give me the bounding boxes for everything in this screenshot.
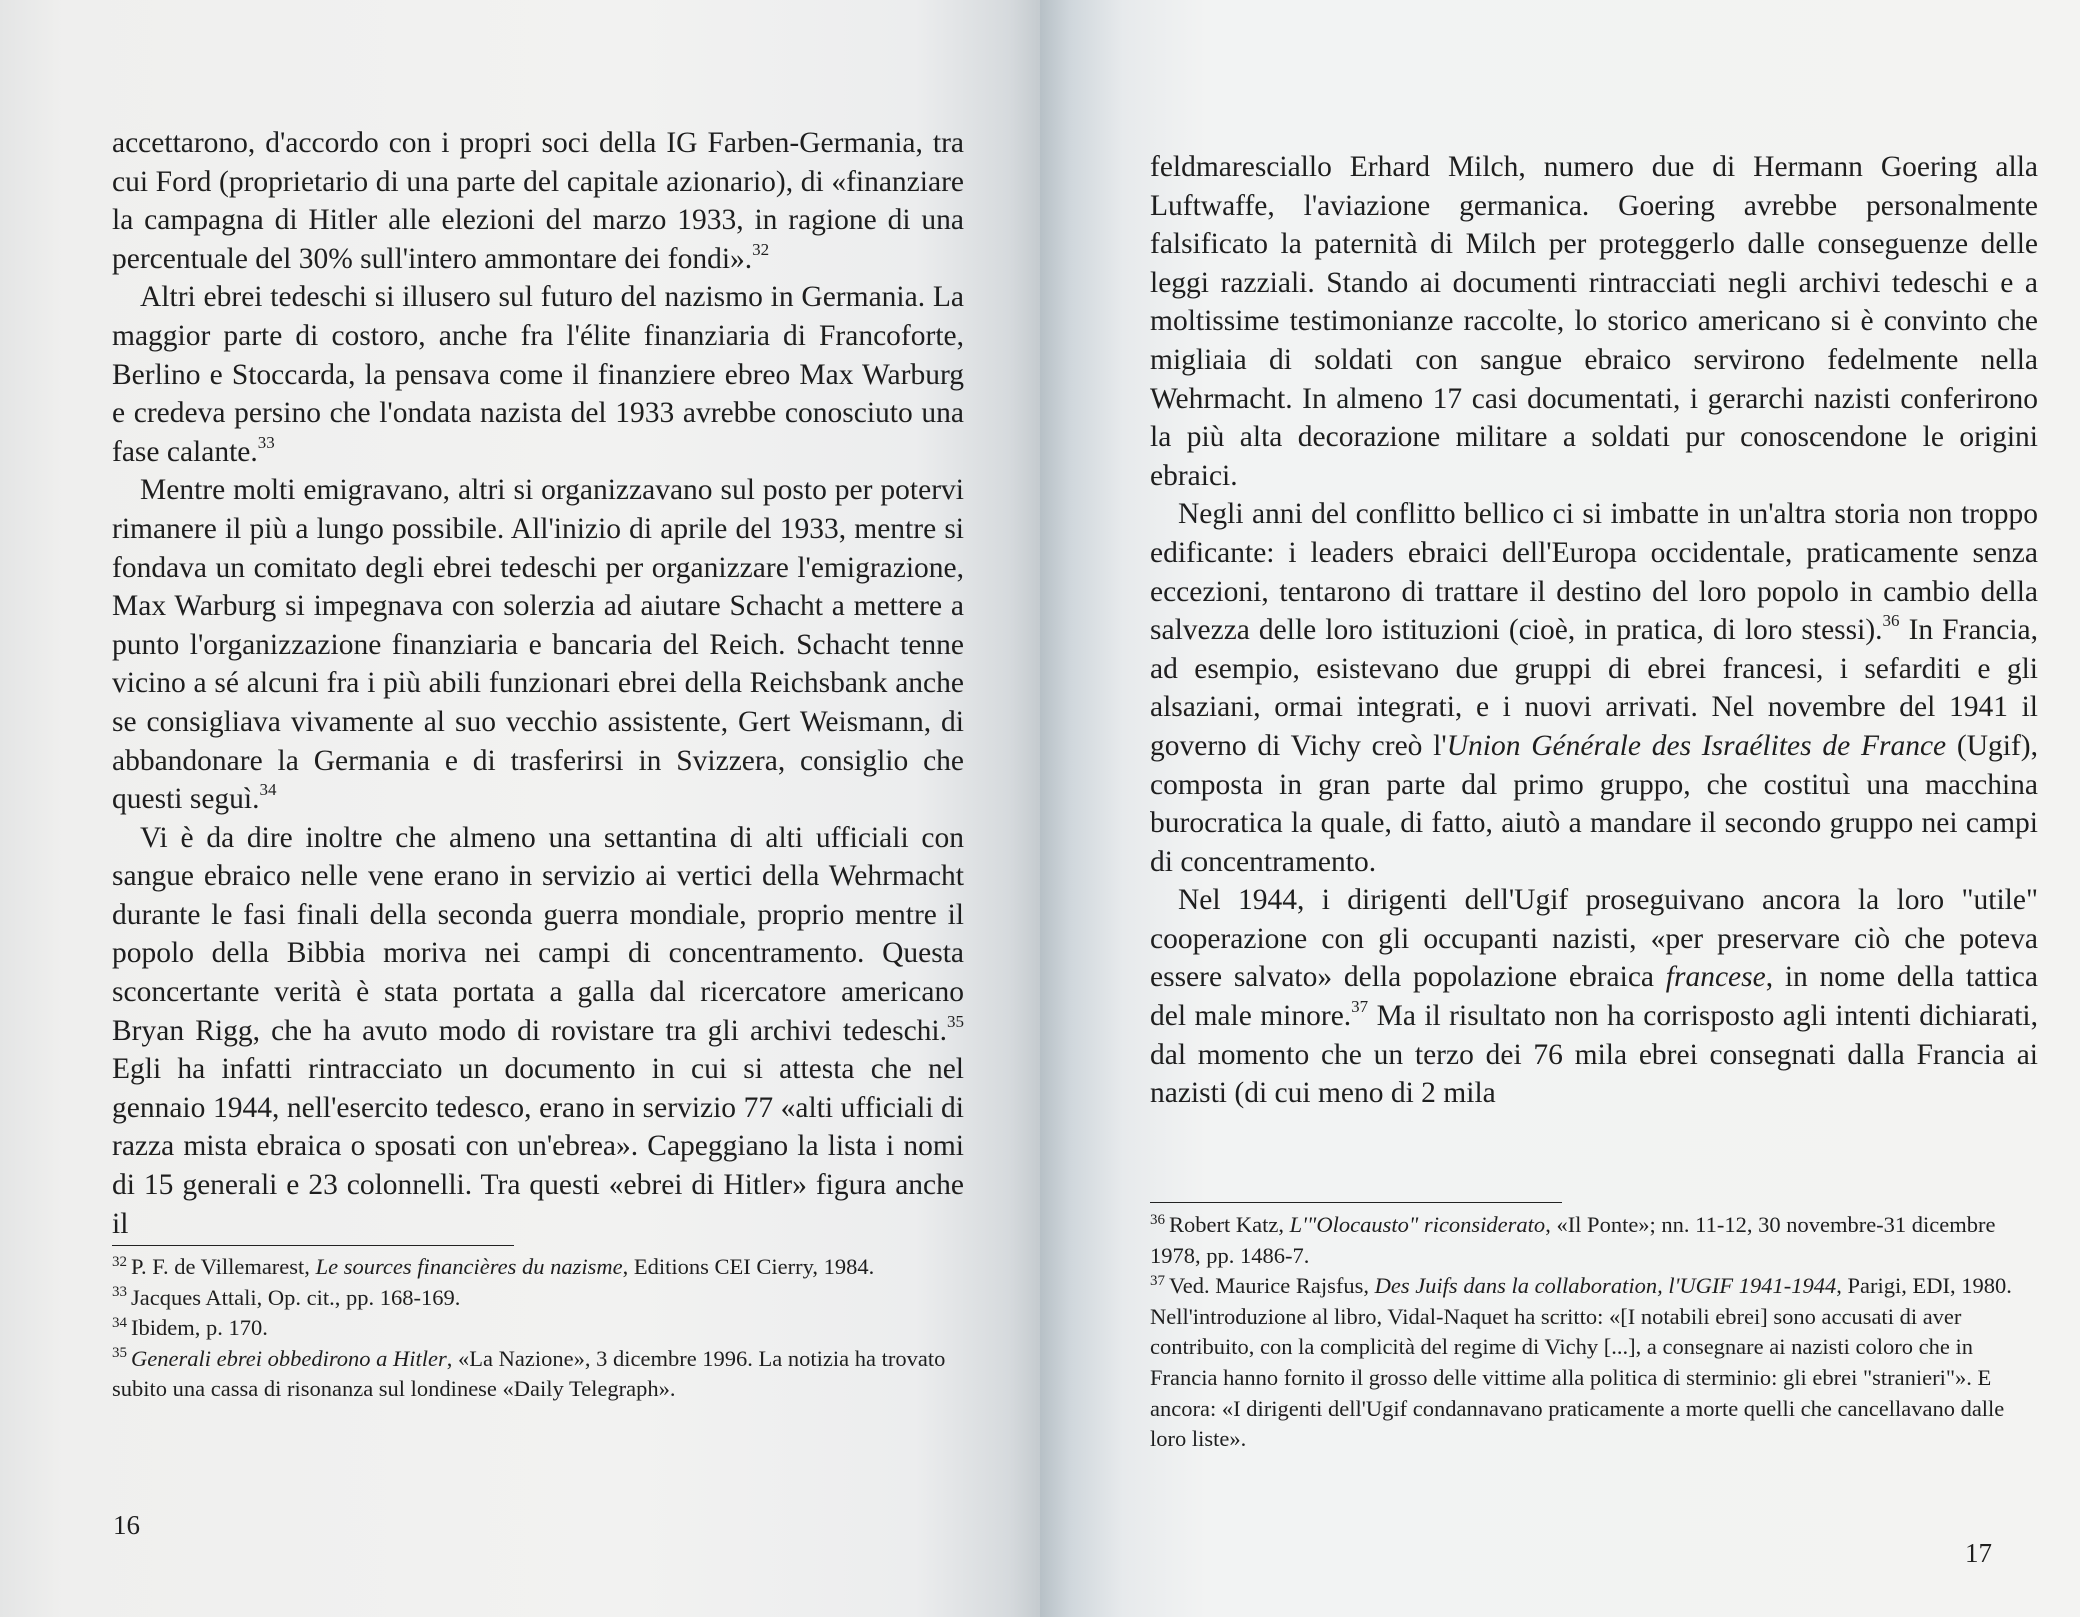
text-run: Egli ha infatti rintracciato un documento in cui si attesta che nel gennaio 1944, nell'esercito tedesco, erano in servizio 77 «alti ufficiali di razza mista ebraica o sposati con un'ebrea». Capeggiano la lista i nomi di 15 generali e 23 colonnelli. Tra questi «ebrei di Hitler» figura anche il (112, 1053, 964, 1240)
paragraph (112, 471, 964, 818)
text-run: (Ugif), composta in gran parte dal primo gruppo, che costituì una macchina burocratica la quale, di fatto, aiutò a mandare il secondo gruppo nei campi di concentramento. (1150, 729, 2038, 878)
footnote-number: 35 (112, 1345, 127, 1362)
left-footnote-rule (112, 1245, 514, 1246)
text-run: Nel 1944, i dirigenti dell'Ugif proseguivano ancora la loro "utile" cooperazione con gli occupanti nazisti, «per preservare ciò che poteva essere salvato» della popolazione ebraica (1150, 884, 2038, 994)
footnote-number: 36 (1150, 1211, 1165, 1228)
left-page-number: 16 (113, 1510, 140, 1540)
text-run: , «La Nazione», 3 dicembre 1996. La notizia ha trovato subito una cassa di risonanza sul londinese «Daily Telegraph». (112, 1345, 946, 1402)
paragraph (1150, 148, 2038, 495)
text-run: Negli anni del conflitto bellico ci si imbatte in un'altra storia non troppo edificante: i leaders ebraici dell'Europa occidentale, praticamente senza eccezioni, tentarono di trattare il destino del loro popolo in cambio della salvezza delle loro istituzioni (cioè, in pratica, di loro stessi). (1150, 498, 2038, 647)
paragraph (112, 124, 964, 278)
italic-title: L'"Olocausto" riconsiderato (1289, 1212, 1546, 1237)
footnote-number: 32 (112, 1253, 127, 1270)
footnote-reference: 34 (259, 780, 277, 800)
footnote-number: 34 (112, 1314, 127, 1331)
text-run: Ibidem, p. 170. (131, 1315, 268, 1341)
paragraph (1150, 495, 2038, 881)
text-run: feldmaresciallo Erhard Milch, numero due di Hermann Goering alla Luftwaffe, l'aviazione germanica. Goering avrebbe personalmente falsificato la paternità di Milch per proteggerlo dalle conseguenze delle leggi razziali. Stando ai documenti rintracciati negli archivi tedeschi e a moltissime testimonianze raccolte, lo storico americano si è convinto che migliaia di soldati con sangue ebraico servirono fedelmente nella Wehrmacht. In almeno 17 casi documentati, i gerarchi nazisti conferirono la più alta decorazione militare a soldati pur conoscendone le origini ebraici. (1150, 151, 2038, 492)
footnote-reference: 35 (947, 1011, 964, 1031)
footnote (112, 1344, 964, 1405)
footnote-reference: 32 (752, 239, 770, 259)
text-run: Jacques Attali, Op. cit., pp. 168-169. (131, 1284, 461, 1310)
text-run: , Editions CEI Cierry, 1984. (622, 1254, 875, 1279)
text-run: , Parigi, EDI, 1980. Nell'introduzione al libro, Vidal-Naquet ha scritto: «[I notabili ebrei] sono accusati di aver contribuito, con la complicità del regime di Vichy [...], a consegnare ai nazisti coloro che in Francia hanno fornito il grosso delle vittime alla politica di sterminio: gli ebrei "stranieri"». E ancora: «I dirigenti dell'Ugif condannavano praticamente a morte quelli che cancellavano dalle loro liste». (1150, 1273, 2012, 1452)
footnote-reference: 36 (1882, 611, 1900, 631)
right-page-body (1150, 148, 2038, 1113)
left-footnotes (112, 1252, 964, 1405)
footnote (112, 1313, 964, 1344)
footnote (1150, 1210, 2038, 1271)
italic-title: Des Juifs dans la collaboration, l'UGIF 1941-1944 (1374, 1273, 1837, 1299)
text-run: accettarono, d'accordo con i propri soci della IG Farben-Germania, tra cui Ford (proprietario di una parte del capitale azionario), di «finanziare la campagna di Hitler alle elezioni del marzo 1933, in ragione di una percentuale del 30% sull'intero ammontare dei fondi». (112, 127, 964, 275)
left-page-body (112, 124, 964, 1243)
text-run: Ma il risultato non ha corrisposto agli intenti dichiarati, dal momento che un terzo dei 76 mila ebrei consegnati dalla Francia ai nazisti (di cui meno di 2 mila (1150, 1000, 2038, 1110)
right-footnote-rule (1150, 1202, 1562, 1203)
footnote (112, 1252, 964, 1283)
italic-title: francese (1665, 961, 1766, 994)
italic-title: Generali ebrei obbedirono a Hitler (131, 1345, 447, 1371)
text-run: In Francia, ad esempio, esistevano due gruppi di ebrei francesi, i sefarditi e gli alsaziani, ormai integrati, e i nuovi arrivati. Nel novembre del 1941 il governo di Vichy creò l' (1150, 614, 2039, 762)
footnote-number: 37 (1150, 1272, 1165, 1289)
italic-title: Union Générale des Israélites de France (1446, 729, 1947, 762)
footnote-reference: 33 (257, 432, 275, 452)
right-footnotes (1150, 1210, 2038, 1455)
paragraph (112, 278, 964, 471)
text-run: , in nome della tattica del male minore. (1150, 961, 2038, 1033)
footnote-number: 33 (112, 1284, 127, 1301)
paragraph (1150, 881, 2038, 1113)
text-run: Vi è da dire inoltre che almeno una settantina di alti ufficiali con sangue ebraico nelle vene erano in servizio ai vertici della Wehrmacht durante le fasi finali della seconda guerra mondiale, proprio mentre il popolo della Bibbia moriva nei campi di concentramento. Questa sconcertante verità è stata portata a galla dal ricercatore americano Bryan Rigg, che ha avuto modo di rovistare tra gli archivi tedeschi. (112, 821, 964, 1047)
footnote (1150, 1271, 2038, 1455)
text-run: , «Il Ponte»; nn. 11-12, 30 novembre-31 dicembre 1978, pp. 1486-7. (1150, 1212, 1996, 1268)
text-run: Altri ebrei tedeschi si illusero sul futuro del nazismo in Germania. La maggior parte di costoro, anche fra l'élite finanziaria di Francoforte, Berlino e Stoccarda, la pensava come il finanziere ebreo Max Warburg e credeva persino che l'ondata nazista del 1933 avrebbe conosciuto una fase calante. (112, 281, 964, 468)
right-page (1040, 0, 2080, 1617)
text-run: Robert Katz, (1169, 1212, 1290, 1237)
footnote-reference: 37 (1351, 997, 1369, 1017)
text-run: Ved. Maurice Rajsfus, (1169, 1273, 1375, 1299)
italic-title: Le sources financières du nazisme (315, 1254, 623, 1279)
footnote (112, 1283, 964, 1314)
text-run: P. F. de Villemarest, (131, 1254, 316, 1279)
right-page-number: 17 (1965, 1538, 1992, 1568)
text-run: Mentre molti emigravano, altri si organizzavano sul posto per potervi rimanere il più a lungo possibile. All'inizio di aprile del 1933, mentre si fondava un comitato degli ebrei tedeschi per organizzare l'emigrazione, Max Warburg si impegnava con solerzia ad aiutare Schacht a mettere a punto l'organizzazione finanziaria e bancaria del Reich. Schacht tenne vicino a sé alcuni fra i più abili funzionari ebrei della Reichsbank anche se consigliava vivamente al suo vecchio assistente, Gert Weismann, di abbandonare la Germania e di trasferirsi in Svizzera, consiglio che questi seguì. (112, 474, 964, 816)
paragraph (112, 819, 964, 1244)
